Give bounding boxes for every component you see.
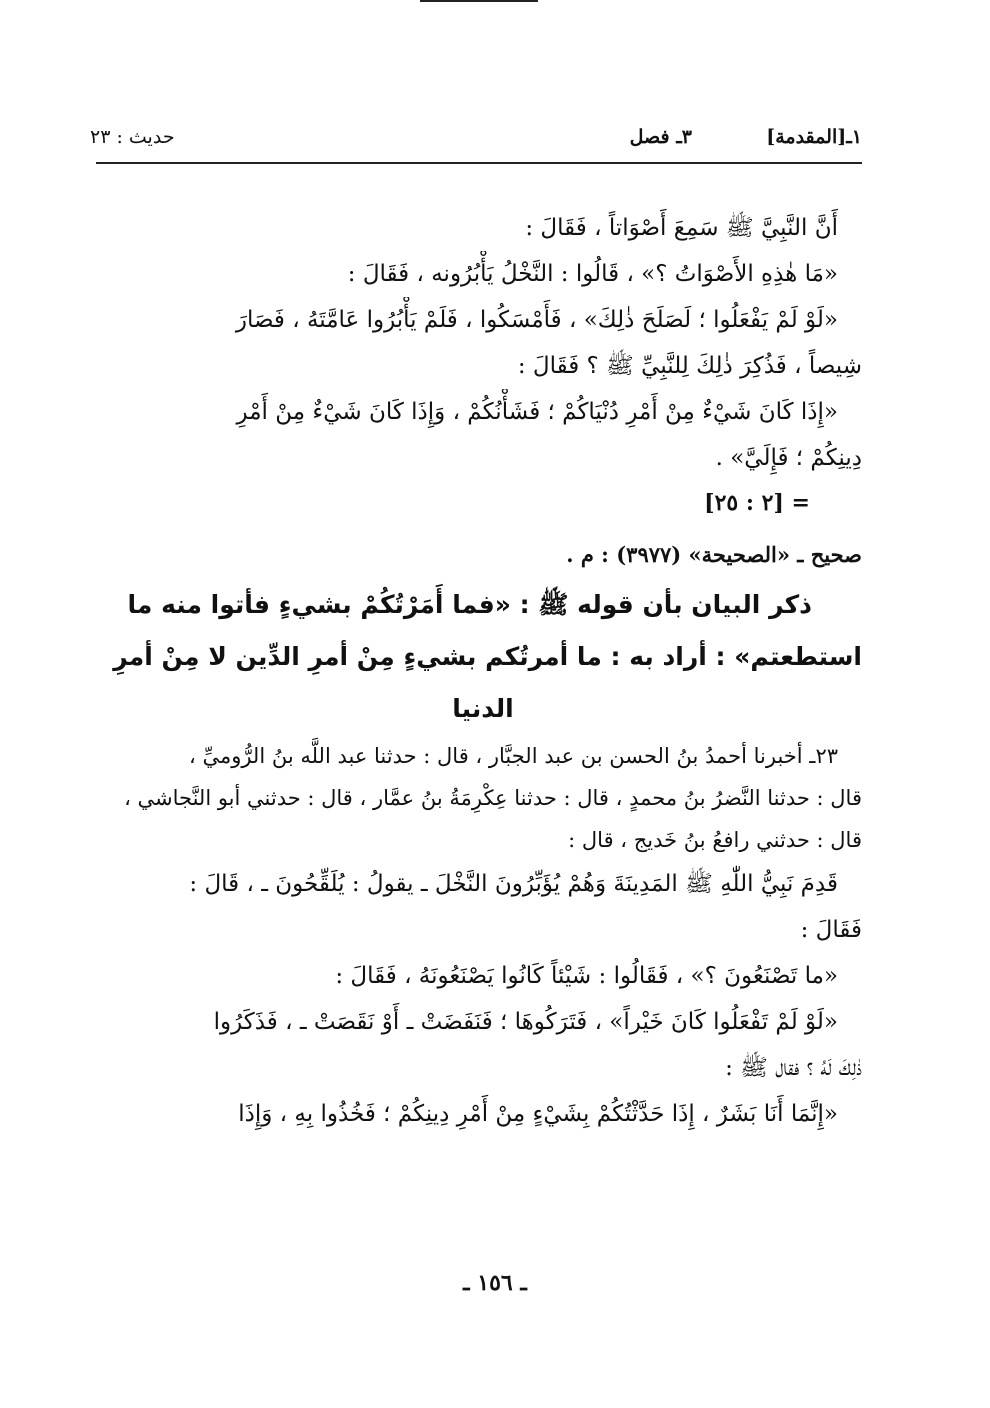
text-line: دِينِكُمْ ؛ فَإِلَيَّ» . — [715, 445, 862, 471]
hadith-line: قَدِمَ نَبِيُّ اللّٰهِ ﷺ المَدِينَةَ وَهُمْ يُؤَبِّرُونَ النَّخْلَ ـ يقولُ : يُلَقِّحُونَ ـ ، قَالَ : — [189, 871, 838, 897]
text-line: أَنَّ النَّبِيَّ ﷺ سَمِعَ أَصْوَاتاً ، فَقَالَ : — [525, 215, 838, 241]
isnad-line: قال : حدثنا النَّضرُ بنُ محمدٍ ، قال : حدثنا عِكْرِمَةُ بنُ عمَّار ، قال : حدثني أبو النَّجاشي ، — [124, 786, 862, 810]
text-line: شِيصاً ، فَذُكِرَ ذٰلِكَ لِلنَّبِيِّ ﷺ ؟ فَقَالَ : — [517, 353, 862, 379]
text-line: «مَا هٰذِهِ الأَصْوَاتُ ؟» ، قَالُوا : النَّخْلُ يَأْبُرُونه ، فَقَالَ : — [347, 261, 838, 287]
text-line: «إِذَا كَانَ شَيْءٌ مِنْ أَمْرِ دُنْيَاكُمْ ؛ فَشَأْنُكُمْ ، وَإِذَا كَانَ شَيْءٌ مِنْ أَمْرِ — [236, 399, 838, 425]
hadith-line: «لَوْ لَمْ تَفْعَلُوا كَانَ خَيْراً» ، فَتَرَكُوهَا ؛ فَنَفَضَتْ ـ أَوْ نَقَصَتْ ـ ، فَذَكَرُوا — [213, 1009, 838, 1035]
text-line: «لَوْ لَمْ يَفْعَلُوا ؛ لَصَلَحَ ذٰلِكَ» ، فَأَمْسَكُوا ، فَلَمْ يَأْبُرُوا عَامَّتَهُ ، فَصَارَ — [235, 307, 838, 333]
chapter-title-line: استطعتم» : أراد به : ما أمرتُكم بشيءٍ مِنْ أمرِ الدِّين لا مِنْ أمرِ — [113, 642, 862, 671]
running-header — [90, 126, 862, 162]
hadith-line: «ما تَصْنَعُونَ ؟» ، فَقَالُوا : شَيْئاً كَانُوا يَصْنَعُونَهُ ، فَقَالَ : — [335, 963, 838, 989]
header-chapter: ٣ـ فصل — [629, 126, 692, 148]
isnad-line: ٢٣ـ أخبرنا أحمدُ بنُ الحسن بن عبد الجبَّار ، قال : حدثنا عبد اللَّه بنُ الرُّوميِّ ، — [189, 744, 838, 768]
page-body — [104, 205, 862, 1137]
chapter-title-line: ذكر البيان بأن قوله ﷺ : «فما أَمَرْتُكُمْ بشيءٍ فأتوا منه ما — [127, 590, 812, 619]
hadith-grade: صحيح ـ «الصحيحة» (٣٩٧٧) : م . — [566, 542, 862, 567]
top-decorative-rule — [420, 0, 538, 2]
chapter-title — [104, 579, 862, 735]
chapter-title-line: الدنيا — [452, 694, 514, 723]
header-rule — [96, 162, 862, 164]
isnad-line: قال : حدثني رافعُ بنُ خَديج ، قال : — [568, 828, 862, 852]
hadith-line: ذٰلِكَ لَهُ ؟ فقال ﷺ : — [725, 1055, 862, 1081]
page-number: ـ ١٥٦ ـ — [463, 1270, 527, 1296]
header-hadith-number: حديث : ٢٣ — [90, 126, 175, 148]
cross-reference: = [٢ : ٢٥] — [704, 490, 810, 516]
hadith-line: فَقَالَ : — [800, 917, 862, 943]
header-section: ١ـ[المقدمة] — [766, 126, 862, 148]
hadith-line: «إِنَّمَا أَنَا بَشَرٌ ، إِذَا حَدَّثْتُكُمْ بِشَيْءٍ مِنْ أَمْرِ دِينِكُمْ ؛ فَخُذُوا بِهِ ، وَإِذَا — [238, 1101, 838, 1127]
